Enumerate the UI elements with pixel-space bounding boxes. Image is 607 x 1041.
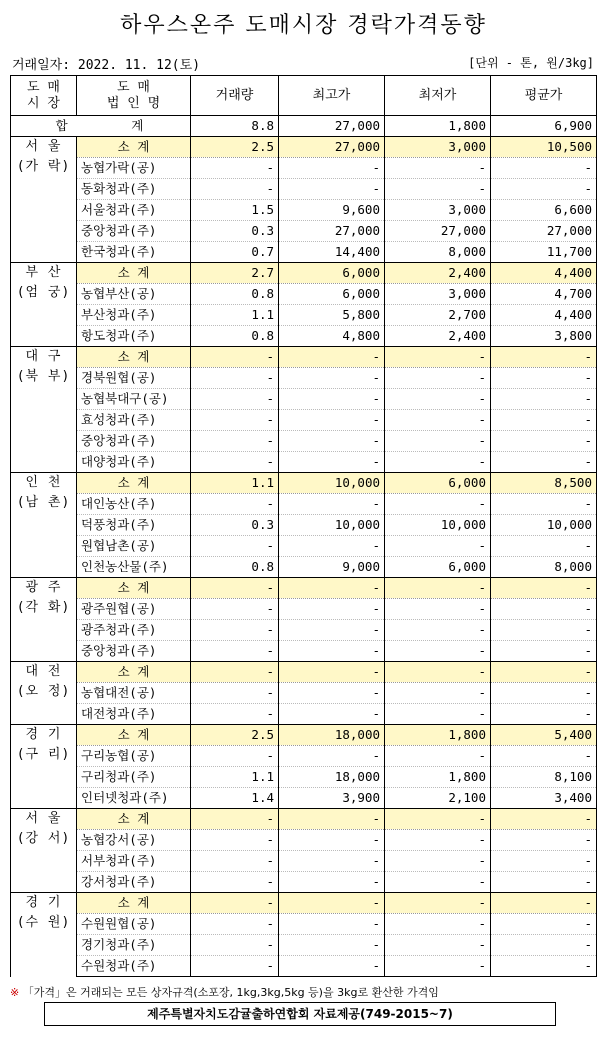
cell-avg: 5,400: [491, 725, 597, 746]
cell-max: -: [279, 494, 385, 515]
cell-avg: -: [491, 179, 597, 200]
cell-avg: -: [491, 431, 597, 452]
cell-avg: -: [491, 914, 597, 935]
subtotal-label: 소 계: [77, 725, 191, 746]
market-region: 대 구 (북 부): [11, 347, 77, 473]
table-row: [11, 746, 597, 767]
market-region: 인 천 (남 촌): [11, 473, 77, 578]
corp-name: 덕풍청과(주): [77, 515, 191, 536]
cell-avg: 4,400: [491, 305, 597, 326]
market-region: 서 울 (강 서): [11, 809, 77, 893]
table-row: [11, 179, 597, 200]
cell-avg: -: [491, 872, 597, 893]
trade-date: 거래일자: 2022. 11. 12(토): [12, 58, 201, 73]
cell-max: -: [279, 158, 385, 179]
cell-min: -: [385, 389, 491, 410]
cell-max: -: [279, 368, 385, 389]
corp-name: 수원청과(주): [77, 956, 191, 977]
cell-min: 1,800: [385, 725, 491, 746]
cell-volume: -: [191, 872, 279, 893]
cell-min: -: [385, 620, 491, 641]
cell-volume: -: [191, 347, 279, 368]
cell-max: 27,000: [279, 137, 385, 158]
cell-min: -: [385, 851, 491, 872]
cell-volume: 2.5: [191, 137, 279, 158]
table-row: [11, 599, 597, 620]
cell-max: 6,000: [279, 263, 385, 284]
cell-avg: 8,500: [491, 473, 597, 494]
cell-min: 6,000: [385, 557, 491, 578]
cell-avg: -: [491, 578, 597, 599]
cell-max: -: [279, 830, 385, 851]
table-row: [11, 851, 597, 872]
table-row: [11, 410, 597, 431]
cell-avg: -: [491, 641, 597, 662]
cell-volume: 1.1: [191, 473, 279, 494]
cell-min: -: [385, 914, 491, 935]
table-row: [11, 221, 597, 242]
corp-name: 강서청과(주): [77, 872, 191, 893]
cell-volume: -: [191, 956, 279, 977]
subtotal-row: [11, 263, 597, 284]
page-title: 하우스온주 도매시장 경락가격동향: [120, 13, 487, 38]
cell-avg: 10,500: [491, 137, 597, 158]
corp-name: 농협북대구(공): [77, 389, 191, 410]
table-row: [11, 326, 597, 347]
cell-min: 2,400: [385, 263, 491, 284]
market-region: 대 전 (오 정): [11, 662, 77, 725]
table-row: [11, 305, 597, 326]
table-row: [11, 452, 597, 473]
cell-max: 10,000: [279, 473, 385, 494]
cell-volume: 0.8: [191, 284, 279, 305]
total-row: [11, 116, 597, 137]
corp-name: 인천농산물(주): [77, 557, 191, 578]
cell-max: -: [279, 872, 385, 893]
cell-avg: 4,400: [491, 263, 597, 284]
table-row: [11, 767, 597, 788]
cell-max: -: [279, 347, 385, 368]
header-corp: 도 매 법 인 명: [77, 76, 191, 116]
cell-min: -: [385, 872, 491, 893]
cell-avg: 10,000: [491, 515, 597, 536]
cell-min: -: [385, 158, 491, 179]
cell-avg: 8,100: [491, 767, 597, 788]
unit-label: [단위 - 톤, 원/3kg]: [468, 56, 594, 70]
cell-min: 2,400: [385, 326, 491, 347]
cell-min: -: [385, 935, 491, 956]
cell-avg: 3,400: [491, 788, 597, 809]
table-row: [11, 494, 597, 515]
cell-max: -: [279, 809, 385, 830]
cell-max: -: [279, 578, 385, 599]
market-region: 경 기 (수 원): [11, 893, 77, 977]
cell-volume: -: [191, 662, 279, 683]
cell-max: -: [279, 389, 385, 410]
cell-volume: 2.5: [191, 725, 279, 746]
cell-max: 27,000: [279, 221, 385, 242]
subtotal-label: 소 계: [77, 263, 191, 284]
cell-avg: 8,000: [491, 557, 597, 578]
corp-name: 농협가락(공): [77, 158, 191, 179]
cell-max: 18,000: [279, 767, 385, 788]
cell-min: -: [385, 494, 491, 515]
cell-min: -: [385, 347, 491, 368]
corp-name: 항도청과(주): [77, 326, 191, 347]
cell-avg: -: [491, 599, 597, 620]
cell-volume: -: [191, 452, 279, 473]
subtotal-label: 소 계: [77, 137, 191, 158]
cell-min: 1,800: [385, 767, 491, 788]
total-label: 합 계: [11, 116, 191, 137]
cell-min: -: [385, 641, 491, 662]
cell-max: 9,000: [279, 557, 385, 578]
cell-min: 3,000: [385, 200, 491, 221]
cell-max: 4,800: [279, 326, 385, 347]
table-row: [11, 200, 597, 221]
total-volume: 8.8: [191, 116, 279, 137]
cell-min: -: [385, 893, 491, 914]
table-row: [11, 683, 597, 704]
cell-volume: 0.7: [191, 242, 279, 263]
cell-max: -: [279, 683, 385, 704]
cell-volume: -: [191, 746, 279, 767]
cell-avg: -: [491, 536, 597, 557]
corp-name: 경기청과(주): [77, 935, 191, 956]
corp-name: 구리농협(공): [77, 746, 191, 767]
subtotal-row: [11, 137, 597, 158]
cell-volume: -: [191, 578, 279, 599]
source-box: 제주특별자치도감귤출하연합회 자료제공(749-2015~7): [44, 1002, 556, 1026]
cell-volume: -: [191, 809, 279, 830]
market-region: 서 울 (가 락): [11, 137, 77, 263]
cell-volume: -: [191, 893, 279, 914]
cell-max: 10,000: [279, 515, 385, 536]
cell-max: 5,800: [279, 305, 385, 326]
cell-min: -: [385, 746, 491, 767]
cell-min: -: [385, 683, 491, 704]
corp-name: 대양청과(주): [77, 452, 191, 473]
table-row: [11, 641, 597, 662]
cell-max: -: [279, 746, 385, 767]
subtotal-row: [11, 809, 597, 830]
market-region: 광 주 (각 화): [11, 578, 77, 662]
cell-min: -: [385, 536, 491, 557]
cell-avg: 4,700: [491, 284, 597, 305]
cell-avg: -: [491, 494, 597, 515]
table-row: [11, 431, 597, 452]
cell-max: 9,600: [279, 200, 385, 221]
corp-name: 대전청과(주): [77, 704, 191, 725]
cell-volume: -: [191, 914, 279, 935]
table-row: [11, 284, 597, 305]
cell-volume: -: [191, 494, 279, 515]
table-row: [11, 158, 597, 179]
cell-volume: -: [191, 368, 279, 389]
header-row: [11, 76, 597, 116]
cell-volume: -: [191, 830, 279, 851]
corp-name: 동화청과(주): [77, 179, 191, 200]
total-avg: 6,900: [491, 116, 597, 137]
header-min: 최저가: [385, 76, 491, 116]
table-row: [11, 872, 597, 893]
corp-name: 부산청과(주): [77, 305, 191, 326]
corp-name: 수원원협(공): [77, 914, 191, 935]
cell-volume: 1.1: [191, 305, 279, 326]
cell-max: -: [279, 536, 385, 557]
cell-max: -: [279, 599, 385, 620]
price-table: [10, 75, 597, 977]
subtotal-label: 소 계: [77, 578, 191, 599]
corp-name: 중앙청과(주): [77, 221, 191, 242]
cell-max: -: [279, 641, 385, 662]
cell-avg: -: [491, 452, 597, 473]
table-row: [11, 389, 597, 410]
cell-min: 8,000: [385, 242, 491, 263]
cell-max: -: [279, 662, 385, 683]
header-region: 도 매 시 장: [11, 76, 77, 116]
cell-max: -: [279, 935, 385, 956]
cell-avg: -: [491, 620, 597, 641]
subtotal-label: 소 계: [77, 473, 191, 494]
table-row: [11, 620, 597, 641]
table-row: [11, 515, 597, 536]
cell-min: 2,700: [385, 305, 491, 326]
subtotal-row: [11, 578, 597, 599]
subtotal-label: 소 계: [77, 662, 191, 683]
cell-min: -: [385, 599, 491, 620]
cell-max: -: [279, 956, 385, 977]
table-row: [11, 368, 597, 389]
corp-name: 구리청과(주): [77, 767, 191, 788]
corp-name: 농협강서(공): [77, 830, 191, 851]
cell-volume: -: [191, 389, 279, 410]
header-avg: 평균가: [491, 76, 597, 116]
cell-volume: -: [191, 536, 279, 557]
cell-avg: -: [491, 830, 597, 851]
cell-avg: -: [491, 389, 597, 410]
corp-name: 광주청과(주): [77, 620, 191, 641]
table-row: [11, 704, 597, 725]
corp-name: 대인농산(주): [77, 494, 191, 515]
cell-volume: -: [191, 431, 279, 452]
cell-min: 3,000: [385, 137, 491, 158]
corp-name: 서부청과(주): [77, 851, 191, 872]
cell-avg: 11,700: [491, 242, 597, 263]
cell-max: -: [279, 851, 385, 872]
cell-avg: -: [491, 347, 597, 368]
cell-avg: -: [491, 893, 597, 914]
cell-max: -: [279, 620, 385, 641]
corp-name: 중앙청과(주): [77, 641, 191, 662]
header-volume: 거래량: [191, 76, 279, 116]
table-row: [11, 557, 597, 578]
cell-avg: 3,800: [491, 326, 597, 347]
cell-avg: -: [491, 158, 597, 179]
cell-volume: -: [191, 641, 279, 662]
cell-min: -: [385, 368, 491, 389]
cell-avg: 6,600: [491, 200, 597, 221]
footnote-text: 「가격」은 거래되는 모든 상자규격(소포장, 1kg,3kg,5kg 등)을 3kg로 환산한 가격임: [22, 986, 439, 999]
cell-volume: 0.8: [191, 557, 279, 578]
cell-volume: 0.8: [191, 326, 279, 347]
cell-avg: 27,000: [491, 221, 597, 242]
cell-min: 2,100: [385, 788, 491, 809]
cell-volume: 0.3: [191, 221, 279, 242]
cell-max: -: [279, 704, 385, 725]
total-min: 1,800: [385, 116, 491, 137]
table-row: [11, 956, 597, 977]
table-row: [11, 788, 597, 809]
corp-name: 농협부산(공): [77, 284, 191, 305]
table-row: [11, 935, 597, 956]
market-region: 부 산 (엄 궁): [11, 263, 77, 347]
cell-volume: -: [191, 683, 279, 704]
subtotal-row: [11, 893, 597, 914]
cell-avg: -: [491, 368, 597, 389]
cell-avg: -: [491, 809, 597, 830]
cell-max: -: [279, 410, 385, 431]
footnote-mark: ※: [10, 986, 20, 999]
meta-row: [10, 54, 596, 72]
footnote: [10, 984, 596, 1000]
cell-max: -: [279, 914, 385, 935]
subtotal-label: 소 계: [77, 809, 191, 830]
table-row: [11, 536, 597, 557]
corp-name: 농협대전(공): [77, 683, 191, 704]
cell-volume: -: [191, 599, 279, 620]
cell-volume: 0.3: [191, 515, 279, 536]
subtotal-label: 소 계: [77, 347, 191, 368]
cell-max: 18,000: [279, 725, 385, 746]
cell-avg: -: [491, 683, 597, 704]
corp-name: 한국청과(주): [77, 242, 191, 263]
corp-name: 광주원협(공): [77, 599, 191, 620]
cell-avg: -: [491, 746, 597, 767]
subtotal-row: [11, 662, 597, 683]
cell-max: 14,400: [279, 242, 385, 263]
subtotal-row: [11, 473, 597, 494]
cell-volume: 1.1: [191, 767, 279, 788]
table-row: [11, 242, 597, 263]
cell-min: -: [385, 578, 491, 599]
cell-volume: -: [191, 935, 279, 956]
cell-max: -: [279, 893, 385, 914]
cell-avg: -: [491, 935, 597, 956]
cell-volume: -: [191, 851, 279, 872]
cell-volume: 2.7: [191, 263, 279, 284]
cell-min: -: [385, 809, 491, 830]
cell-min: -: [385, 410, 491, 431]
cell-max: -: [279, 431, 385, 452]
cell-volume: -: [191, 410, 279, 431]
cell-volume: -: [191, 179, 279, 200]
cell-avg: -: [491, 662, 597, 683]
cell-min: -: [385, 452, 491, 473]
corp-name: 효성청과(주): [77, 410, 191, 431]
corp-name: 경북원협(공): [77, 368, 191, 389]
cell-min: -: [385, 830, 491, 851]
cell-avg: -: [491, 410, 597, 431]
cell-volume: -: [191, 620, 279, 641]
subtotal-row: [11, 725, 597, 746]
cell-min: -: [385, 431, 491, 452]
cell-min: -: [385, 179, 491, 200]
corp-name: 인터넷청과(주): [77, 788, 191, 809]
cell-volume: -: [191, 704, 279, 725]
corp-name: 중앙청과(주): [77, 431, 191, 452]
subtotal-row: [11, 347, 597, 368]
corp-name: 서울청과(주): [77, 200, 191, 221]
cell-min: 6,000: [385, 473, 491, 494]
cell-max: 3,900: [279, 788, 385, 809]
cell-max: 6,000: [279, 284, 385, 305]
cell-volume: -: [191, 158, 279, 179]
cell-min: 10,000: [385, 515, 491, 536]
table-row: [11, 830, 597, 851]
cell-volume: 1.4: [191, 788, 279, 809]
table-row: [11, 914, 597, 935]
market-region: 경 기 (구 리): [11, 725, 77, 809]
total-max: 27,000: [279, 116, 385, 137]
cell-min: -: [385, 956, 491, 977]
corp-name: 원협남촌(공): [77, 536, 191, 557]
cell-max: -: [279, 452, 385, 473]
subtotal-label: 소 계: [77, 893, 191, 914]
cell-avg: -: [491, 956, 597, 977]
cell-min: -: [385, 662, 491, 683]
cell-volume: 1.5: [191, 200, 279, 221]
cell-avg: -: [491, 704, 597, 725]
cell-min: 3,000: [385, 284, 491, 305]
cell-max: -: [279, 179, 385, 200]
cell-min: 27,000: [385, 221, 491, 242]
header-max: 최고가: [279, 76, 385, 116]
cell-min: -: [385, 704, 491, 725]
cell-avg: -: [491, 851, 597, 872]
